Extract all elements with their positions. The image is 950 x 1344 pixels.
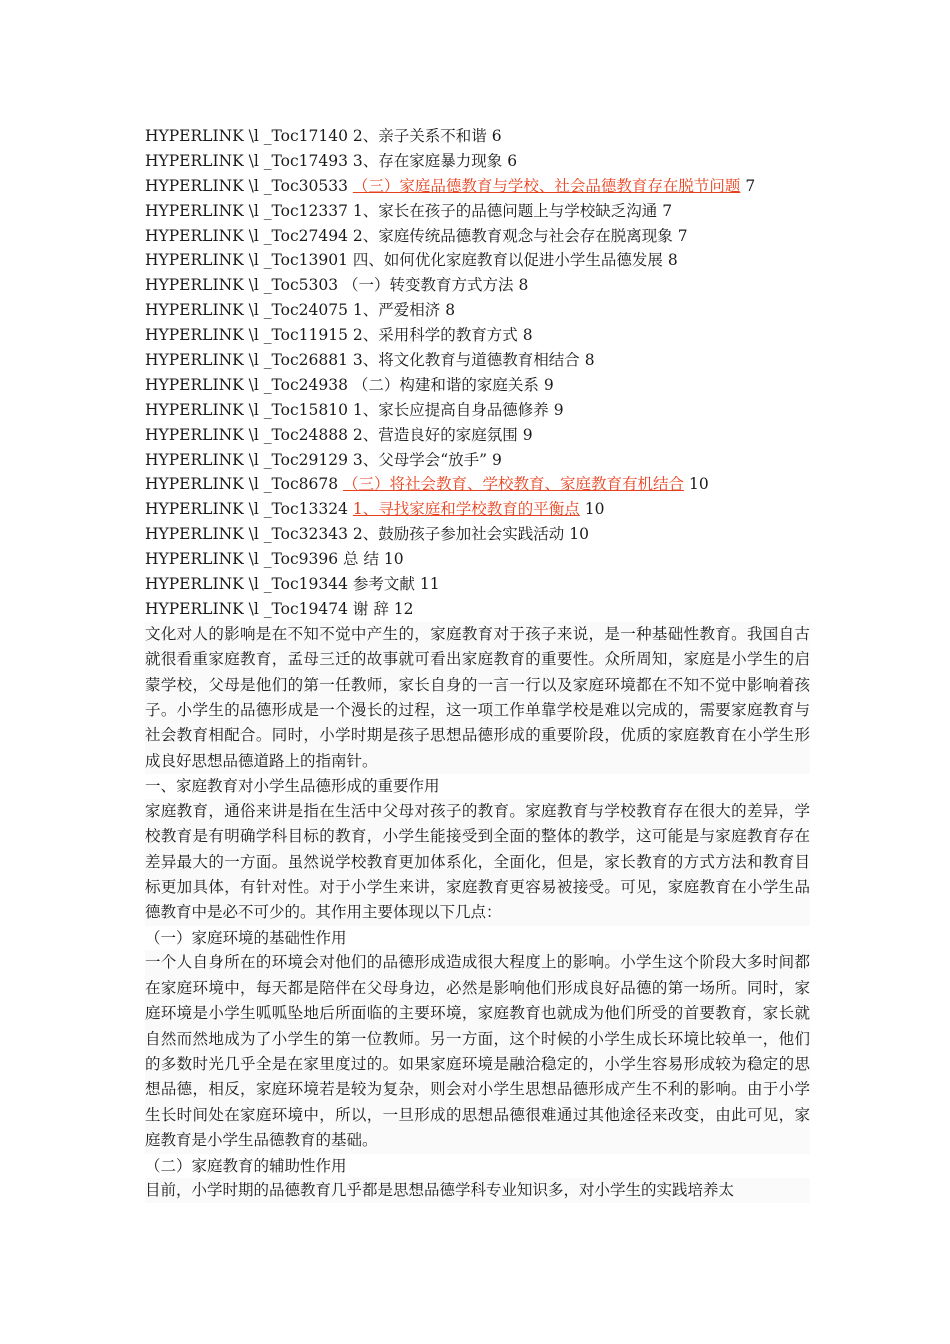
toc-page-number: 8 xyxy=(667,251,678,270)
toc-entry xyxy=(145,224,810,249)
toc-entry xyxy=(145,248,810,273)
toc-field-code: HYPERLINK \l _Toc19474 xyxy=(145,599,353,618)
toc-link-text[interactable]: （三）将社会教育、学校教育、家庭教育有机结合 xyxy=(343,475,685,494)
subsection-heading-2: （二）家庭教育的辅助性作用 xyxy=(145,1156,347,1175)
toc-field-code: HYPERLINK \l _Toc13901 xyxy=(145,251,353,270)
toc-entry-text: 2、亲子关系不和谐 xyxy=(352,127,487,145)
toc-field-code: HYPERLINK \l _Toc17140 xyxy=(145,127,353,145)
toc-field-code: HYPERLINK \l _Toc11915 xyxy=(145,326,353,345)
intro-paragraph: 文化对人的影响是在不知不觉中产生的，家庭教育对于孩子来说，是一种基础性教育。我国自古就很看重家庭教育，孟母三迁的故事就可看出家庭教育的重要性。众所周知，家庭是小学生的启蒙学校，父母是他们的第一任教师，家长自身的一言一行以及家庭环境都在不知不觉中影响着孩子。小学生的品德形成是一个漫长的过程，这一项工作单靠学校是难以完成的，需要家庭教育与社会教育相配合。同时，小学时期是孩子思想品德形成的重要阶段，优质的家庭教育在小学生形成良好思想品德道路上的指南针。 xyxy=(145,622,810,774)
toc-entry xyxy=(145,273,810,298)
toc-entry[interactable] xyxy=(145,472,810,497)
toc-field-code: HYPERLINK \l _Toc29129 xyxy=(145,450,353,469)
toc-page-number: 10 xyxy=(569,525,589,544)
toc-link-text[interactable]: 1、寻找家庭和学校教育的平衡点 xyxy=(352,500,580,519)
toc-page-number: 10 xyxy=(688,475,709,494)
toc-entry-text: 3、存在家庭暴力现象 xyxy=(352,151,503,170)
toc-entry-text: 1、家长应提高自身品德修养 xyxy=(352,400,549,419)
toc-page-number: 8 xyxy=(522,326,533,345)
toc-entry xyxy=(145,547,810,572)
toc-page-number: 6 xyxy=(491,127,502,145)
paragraph-2: 一个人自身所在的环境会对他们的品德形成造成很大程度上的影响。小学生这个阶段大多时间都在家庭环境中，每天都是陪伴在父母身边，必然是影响他们形成良好品德的第一场所。同时，家庭环境是小学生呱呱坠地后所面临的主要环境，家庭教育也就成为他们所受的首要教育，家长就自然而然地成为了小学生的第一位教师。另一方面，这个时候的小学生成长环境比较单一，他们的多数时光几乎全是在家里度过的。如果家庭环境是融洽稳定的，小学生容易形成较为稳定的思想品德，相反，家庭环境若是较为复杂，则会对小学生思想品德形成产生不利的影响。由于小学生长时间处在家庭环境中，所以，一旦形成的思想品德很难通过其他途径来改变，由此可见，家庭教育是小学生品德教育的基础。 xyxy=(145,950,810,1153)
toc-page-number: 10 xyxy=(383,550,404,569)
toc-entry xyxy=(145,522,810,547)
toc-entry xyxy=(145,423,810,448)
toc-page-number: 10 xyxy=(584,500,605,519)
toc-entry-text: 参考文献 xyxy=(352,575,415,594)
toc-field-code: HYPERLINK \l _Toc12337 xyxy=(145,201,353,220)
toc-page-number: 7 xyxy=(677,226,688,245)
toc-entry-text: 2、家庭传统品德教育观念与社会存在脱离现象 xyxy=(352,226,673,245)
toc-entry xyxy=(145,323,810,348)
toc-entry-text: 3、将文化教育与道德教育相结合 xyxy=(352,351,580,370)
toc-page-number: 8 xyxy=(445,301,456,320)
toc-entry[interactable] xyxy=(145,497,810,522)
toc-page-number: 9 xyxy=(543,375,554,394)
toc-field-code: HYPERLINK \l _Toc26881 xyxy=(145,351,353,370)
toc-field-code: HYPERLINK \l _Toc24888 xyxy=(145,425,353,444)
toc-page-number: 6 xyxy=(507,151,518,170)
toc-entry-text: 1、严爱相济 xyxy=(352,301,441,320)
toc-entry xyxy=(145,124,810,149)
subsection-heading-1: （一）家庭环境的基础性作用 xyxy=(145,928,347,947)
toc-field-code: HYPERLINK \l _Toc13324 xyxy=(145,500,353,519)
toc-page-number: 9 xyxy=(522,425,533,444)
toc-page-number: 11 xyxy=(419,575,440,594)
toc-page-number: 7 xyxy=(745,176,756,195)
toc-field-code: HYPERLINK \l _Toc19344 xyxy=(145,575,353,594)
toc-entry-text: （一）转变教育方式方法 xyxy=(343,276,514,295)
toc-entry-text: 2、营造良好的家庭氛围 xyxy=(352,425,518,444)
paragraph-3: 目前，小学时期的品德教育几乎都是思想品德学科专业知识多，对小学生的实践培养太 xyxy=(145,1178,810,1203)
document-page xyxy=(145,124,810,1203)
toc-entry-text: 3、父母学会“放手” xyxy=(352,450,488,469)
toc-field-code: HYPERLINK \l _Toc32343 xyxy=(145,525,353,544)
toc-entry xyxy=(145,348,810,373)
table-of-contents xyxy=(145,124,810,622)
toc-entry xyxy=(145,199,810,224)
toc-entry xyxy=(145,298,810,323)
toc-link-text[interactable]: （三）家庭品德教育与学校、社会品德教育存在脱节问题 xyxy=(352,176,741,195)
toc-field-code: HYPERLINK \l _Toc30533 xyxy=(145,176,353,195)
toc-entry xyxy=(145,398,810,423)
toc-page-number: 12 xyxy=(393,599,414,618)
section-heading-1: 一、家庭教育对小学生品德形成的重要作用 xyxy=(145,777,440,796)
toc-field-code: HYPERLINK \l _Toc15810 xyxy=(145,400,353,419)
toc-field-code: HYPERLINK \l _Toc27494 xyxy=(145,226,353,245)
toc-entry xyxy=(145,149,810,174)
toc-field-code: HYPERLINK \l _Toc24938 xyxy=(145,375,353,394)
toc-entry-text: （二）构建和谐的家庭关系 xyxy=(352,375,539,394)
toc-field-code: HYPERLINK \l _Toc17493 xyxy=(145,151,353,170)
paragraph-1: 家庭教育，通俗来讲是指在生活中父母对孩子的教育。家庭教育与学校教育存在很大的差异，学校教育是有明确学科目标的教育，小学生能接受到全面的整体的教学，这可能是与家庭教育存在差异最大的一方面。虽然说学校教育更加体系化，全面化，但是，家长教育的方式方法和教育目标更加具体，有针对性。对于小学生来讲，家庭教育更容易被接受。可见，家庭教育在小学生品德教育中是必不可少的。其作用主要体现以下几点： xyxy=(145,799,810,926)
toc-page-number: 8 xyxy=(518,276,529,295)
toc-entry-text: 1、家长在孩子的品德问题上与学校缺乏沟通 xyxy=(352,201,658,220)
toc-field-code: HYPERLINK \l _Toc9396 xyxy=(145,550,344,569)
toc-entry-text: 2、鼓励孩子参加社会实践活动 xyxy=(352,525,565,544)
toc-page-number: 7 xyxy=(662,201,673,220)
toc-field-code: HYPERLINK \l _Toc8678 xyxy=(145,475,344,494)
toc-page-number: 9 xyxy=(553,400,564,419)
toc-entry xyxy=(145,597,810,622)
toc-entry[interactable] xyxy=(145,174,810,199)
toc-entry xyxy=(145,448,810,473)
toc-field-code: HYPERLINK \l _Toc24075 xyxy=(145,301,353,320)
toc-entry xyxy=(145,572,810,597)
toc-entry xyxy=(145,373,810,398)
toc-entry-text: 四、如何优化家庭教育以促进小学生品德发展 xyxy=(352,251,663,270)
toc-field-code: HYPERLINK \l _Toc5303 xyxy=(145,276,344,295)
toc-page-number: 9 xyxy=(492,450,502,469)
toc-page-number: 8 xyxy=(584,351,595,370)
toc-entry-text: 总 结 xyxy=(343,550,379,569)
toc-entry-text: 谢 辞 xyxy=(352,599,389,618)
toc-entry-text: 2、采用科学的教育方式 xyxy=(352,326,518,345)
